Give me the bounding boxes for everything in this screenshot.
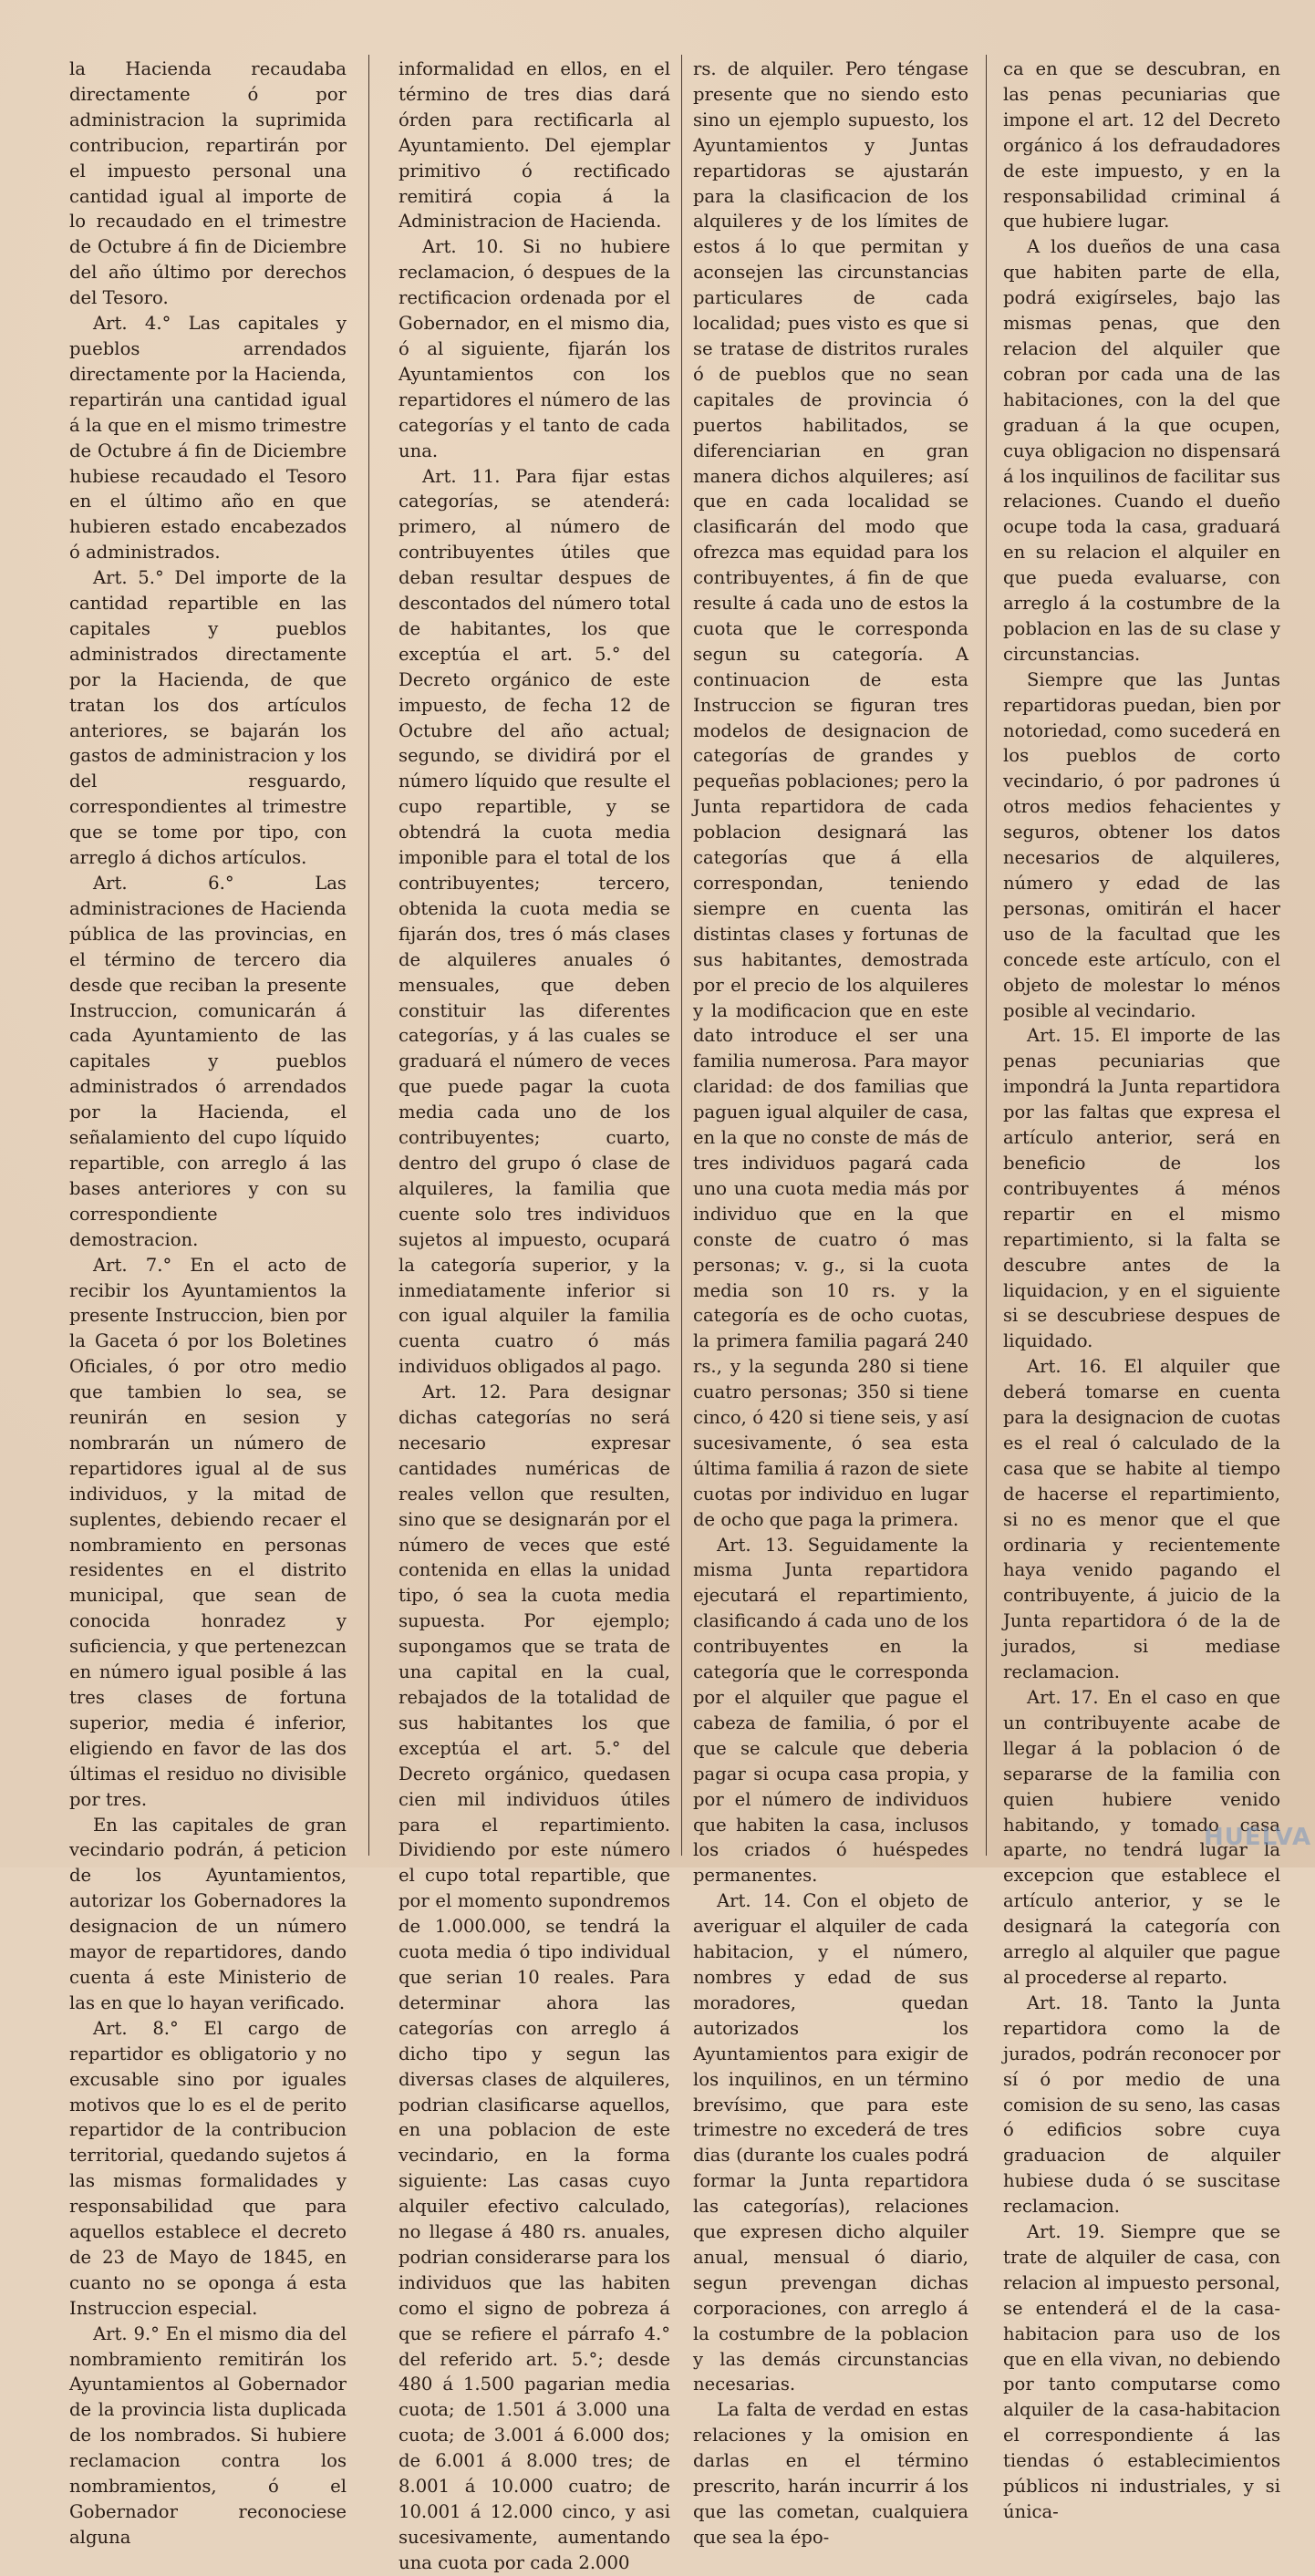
paragraph: rs. de alquiler. Pero téngase presente que no siendo esto sino un ejemplo supuesto, los Ayuntamientos y Juntas repartidoras se ajustarán para la clasificacion de los alquileres y de los límites de estos á lo que permitan y aconsejen las circunstancias particulares de cada localidad; pues visto es que si se tratase de distritos rurales ó de pueblos que no sean capitales de provincia ó puertos habilitados, se diferenciarian en gran manera dichos alquileres; así que en cada localidad se clasificarán del modo que ofrezca mas equidad para los contribuyentes, á fin de que resulte á cada uno de estos la cuota que le corresponda segun su categoría. A continuacion de esta Instruccion se figuran tres modelos de designacion de categorías de grandes y pequeñas poblaciones; pero la Junta repartidora de cada poblacion designará las categorías que á ella correspondan, teniendo siempre en cuenta las distintas clases y fortunas de sus habitantes, demostrada por el precio de los alquileres y la modificacion que en este dato introduce el ser una familia numerosa. Para mayor claridad: de dos familias que paguen igual alquiler de casa, en la que no conste de más de tres individuos pagará cada uno una cuota media más por individuo que en la que conste de cuatro ó mas personas; v. g., si la cuota media son 10 rs. y la categoría es de ocho cuotas, la primera familia pagará 240 rs., y la segunda 280 si tiene cuatro personas; 350 si tiene cinco, ó 420 si tiene seis, y así sucesivamente, ó sea esta última familia á razon de siete cuotas por individuo en lugar de ocho que paga la primera.: [693, 58, 968, 1530]
paragraph-art-4: Art. 4.° Las capitales y pueblos arrendados directamente por la Hacienda, repartirán una cantidad igual á la que en el mismo trimestre de Octubre á fin de Diciembre hubiese recaudado el Tesoro en el último año en que hubieren estado encabezados ó administrados.: [69, 313, 347, 564]
paragraph-art-16: Art. 16. El alquiler que deberá tomarse en cuenta para la designacion de cuotas es el real ó calculado de la casa que se habite al tiempo de hacerse el repartimiento, si no es menor que el que ordinaria y recientemente haya venido pagando el contribuyente, á juicio de la Junta repartidora ó de la de jurados, si mediase reclamacion.: [1003, 1356, 1280, 1683]
paragraph: A los dueños de una casa que habiten parte de ella, podrá exigírseles, bajo las mismas penas, que den relacion del alquiler que cobran por cada una de las habitaciones, con la del que graduan á la que ocupen, cuya obligacion no dispensará á los inquilinos de facilitar sus relaciones. Cuando el dueño ocupe toda la casa, graduará en su relacion el alquiler en que pueda evaluarse, con arreglo á la costumbre de la poblacion en las de su clase y circunstancias.: [1003, 236, 1280, 665]
text-column-3: [693, 57, 968, 2548]
archive-watermark: HUELVA: [1204, 1824, 1312, 1851]
paragraph: ca en que se descubran, en las penas pecuniarias que impone el art. 12 del Decreto orgánico á los defraudadores de este impuesto, y en la responsabilidad criminal á que hubiere lugar.: [1003, 58, 1280, 233]
paragraph-art-18: Art. 18. Tanto la Junta repartidora como la de jurados, podrán reconocer por sí ó por medio de una comision de su seno, las casas ó edificios sobre cuya graduacion de alquiler hubiese duda ó se suscitase reclamacion.: [1003, 1991, 1280, 2218]
paragraph-art-19: Art. 19. Siempre que se trate de alquiler de casa, con relacion al impuesto personal, se entenderá el de la casa-habitacion para uso de los que en ella vivan, no debiendo por tanto computarse como alquiler de la casa-habitacion el correspondiente á las tiendas ó establecimientos públicos ni industriales, y si única-: [1003, 2221, 1280, 2522]
paragraph: Siempre que las Juntas repartidoras puedan, bien por notoriedad, como sucederá en los pueblos de corto vecindario, ó por padrones ú otros medios fehacientes y seguros, obtener los datos necesarios de alquileres, número y edad de las personas, omitirán el hacer uso de la facultad que les concede este artículo, con el objeto de molestar lo ménos posible al vecindario.: [1003, 668, 1280, 1021]
paragraph-art-13: Art. 13. Seguidamente la misma Junta repartidora ejecutará el repartimiento, clasificando á cada uno de los contribuyentes en la categoría que le corresponda por el alquiler que pague el cabeza de familia, ó por el que se calcule que deberia pagar si ocupa casa propia, y por el número de individuos que habiten la casa, inclusos los criados ó huéspedes permanentes.: [693, 1534, 968, 1887]
paragraph-art-6: Art. 6.° Las administraciones de Hacienda pública de las provincias, en el término de tercero dia desde que reciban la presente Instruccion, comunicarán á cada Ayuntamiento de las capitales y pueblos administrados ó arrendados por la Hacienda, el señalamiento del cupo líquido repartible, con arreglo á las bases anteriores y con su correspondiente demostracion.: [69, 873, 347, 1250]
paragraph-art-15: Art. 15. El importe de las penas pecuniarias que impondrá la Junta repartidora por las faltas que expresa el artículo anterior, será en beneficio de los contribuyentes á ménos repartir en el mismo repartimiento, si la falta se descubre antes de la liquidacion, y en el siguiente si se descubriese despues de liquidado.: [1003, 1025, 1280, 1352]
paragraph-art-11: Art. 11. Para fijar estas categorías, se atenderá: primero, al número de contribuyentes útiles que deban resultar despues de descontados del número total de habitantes, los que exceptúa el art. 5.° del Decreto orgánico de este impuesto, de fecha 12 de Octubre del año actual; segundo, se dividirá por el número líquido que resulte el cupo repartible, y se obtendrá la cuota media imponible para el total de los contribuyentes; tercero, obtenida la cuota media se fijarán dos, tres ó más clases de alquileres anuales ó mensuales, que deben constituir las diferentes categorías, y á las cuales se graduará el número de veces que puede pagar la cuota media cada uno de los contribuyentes; cuarto, dentro del grupo ó clase de alquileres, la familia que cuente solo tres individuos sujetos al impuesto, ocupará la categoría superior, y la inmediatamente inferior si con igual alquiler la familia cuenta cuatro ó más individuos obligados al pago.: [399, 465, 670, 1378]
paragraph-art-14: Art. 14. Con el objeto de averiguar el alquiler de cada habitacion, y el número, nombres y edad de sus moradores, quedan autorizados los Ayuntamientos para exigir de los inquilinos, en un término brevísimo, que para este trimestre no excederá de tres dias (durante los cuales podrá formar la Junta repartidora las categorías), relaciones que expresen dicho alquiler anual, mensual ó diario, segun prevengan dichas corporaciones, con arreglo á la costumbre de la poblacion y las demás circunstancias necesarias.: [693, 1890, 968, 2395]
paragraph: la Hacienda recaudaba directamente ó por administracion la suprimida contribucion, repartirán por el impuesto personal una cantidad igual al importe de lo recaudado en el trimestre de Octubre á fin de Diciembre del año último por derechos del Tesoro.: [69, 58, 347, 309]
text-column-4: [1003, 57, 1280, 2522]
paragraph-art-12: Art. 12. Para designar dichas categorías no será necesario expresar cantidades numéricas de reales vellon que resulten, sino que se designarán por el número de veces que esté contenida en ellas la unidad tipo, ó sea la cuota media supuesta. Por ejemplo; supongamos que se trata de una capital en la cual, rebajados de la totalidad de sus habitantes los que exceptúa el art. 5.° del Decreto orgánico, quedasen cien mil individuos útiles para el repartimiento. Dividiendo por este número el cupo total repartible, que por el momento supondremos de 1.000.000, se tendrá la cuota media ó tipo individual que serian 10 reales. Para determinar ahora las categorías con arreglo á dicho tipo y segun las diversas clases de alquileres, podrian clasificarse aquellos, en una poblacion de este vecindario, en la forma siguiente: Las casas cuyo alquiler efectivo calculado, no llegase á 480 rs. anuales, podrian considerarse para los individuos que las habiten como el signo de pobreza á que se refiere el párrafo 4.° del referido art. 5.°; desde 480 á 1.500 pagarian media cuota; de 1.501 á 3.000 una cuota; de 3.001 á 6.000 dos; de 6.001 á 8.000 tres; de 8.001 á 10.000 cuatro; de 10.001 á 12.000 cinco, y asi sucesivamente, aumentando una cuota por cada 2.000: [399, 1381, 670, 2573]
column-divider: [368, 55, 369, 1856]
text-column-2: [399, 57, 670, 2573]
text-column-1: [69, 57, 347, 2548]
paragraph: La falta de verdad en estas relaciones y la omision en darlas en el término prescrito, harán incurrir á los que las cometan, cualquiera que sea la épo-: [693, 2399, 968, 2548]
column-divider: [986, 55, 987, 1856]
paragraph: informalidad en ellos, en el término de tres dias dará órden para rectificarla al Ayuntamiento. Del ejemplar primitivo ó rectificado remitirá copia á la Administracion de Hacienda.: [399, 58, 670, 233]
paragraph-art-10: Art. 10. Si no hubiere reclamacion, ó despues de la rectificacion ordenada por el Gobernador, en el mismo dia, ó al siguiente, fijarán los Ayuntamientos con los repartidores el número de las categorías y el tanto de cada una.: [399, 236, 670, 461]
paragraph-art-5: Art. 5.° Del importe de la cantidad repartible en las capitales y pueblos administrados directamente por la Hacienda, de que tratan los dos artículos anteriores, se bajarán los gastos de administracion y los del resguardo, correspondientes al trimestre que se tome por tipo, con arreglo á dichos artículos.: [69, 567, 347, 869]
paragraph-art-9: Art. 9.° En el mismo dia del nombramiento remitirán los Ayuntamientos al Gobernador de la provincia lista duplicada de los nombrados. Si hubiere reclamacion contra los nombramientos, ó el Gobernador reconociese alguna: [69, 2323, 347, 2548]
paragraph-art-7: Art. 7.° En el acto de recibir los Ayuntamientos la presente Instruccion, bien por la Gaceta ó por los Boletines Oficiales, ó por otro medio que tambien lo sea, se reunirán en sesion y nombrarán un número de repartidores igual al de sus individuos, y la mitad de suplentes, debiendo recaer el nombramiento en personas residentes en el distrito municipal, que sean de conocida honradez y suficiencia, y que pertenezcan en número igual posible á las tres clases de fortuna superior, media é inferior, eligiendo en favor de las dos últimas el residuo no divisible por tres.: [69, 1254, 347, 1810]
paragraph-art-17: Art. 17. En el caso en que un contribuyente acabe de llegar á la poblacion ó de separarse de la familia con quien hubiere venido habitando, y tomado casa aparte, no tendrá lugar la excepcion que establece el artículo anterior, y se le designará la categoría con arreglo al alquiler que pague al procederse al reparto.: [1003, 1687, 1280, 1988]
paragraph-art-8: Art. 8.° El cargo de repartidor es obligatorio y no excusable sino por iguales motivos que lo es el de perito repartidor de la contribucion territorial, quedando sujetos á las mismas formalidades y responsabilidad que para aquellos establece el decreto de 23 de Mayo de 1845, en cuanto no se oponga á esta Instruccion especial.: [69, 2017, 347, 2319]
column-divider: [681, 55, 682, 1856]
paragraph: En las capitales de gran vecindario podrán, á peticion de los Ayuntamientos, autorizar los Gobernadores la designacion de un número mayor de repartidores, dando cuenta á este Ministerio de las en que lo hayan verificado.: [69, 1814, 347, 2013]
